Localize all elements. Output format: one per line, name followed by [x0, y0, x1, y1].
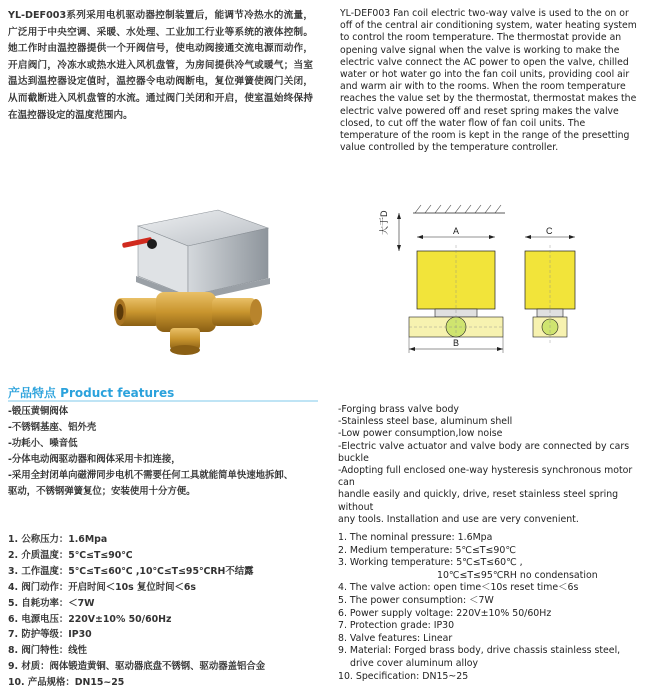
label-c: C	[546, 226, 553, 236]
list-item: 1. The nominal pressure: 1.6Mpa	[338, 532, 493, 543]
label-d: 大于D	[379, 210, 389, 235]
list-item: 3. Working temperature: 5℃≤T≤60℃ ,	[338, 557, 523, 569]
list-item: 9. Material: Forged brass body, drive chassis stainless steel,	[338, 645, 621, 657]
features-title: 产品特点 Product features	[8, 386, 175, 400]
list-item: 6. Power supply voltage: 220V±10% 50/60Hz	[338, 607, 552, 619]
list-item: -Forging brass valve body	[338, 404, 459, 415]
list-item: 1. 公称压力：1.6Mpa	[8, 534, 108, 545]
list-item: -Adopting full enclosed one-way hysteresis synchronous motor can	[338, 465, 633, 489]
list-item: 10. Specification: DN15~25	[338, 670, 469, 682]
list-item: -采用全封闭单向磁滞同步电机不需要任何工具就能简单快速地拆卸、	[8, 470, 294, 481]
intro-cn: YL-DEF003系列采用电机驱动器控制装置后，能调节冷热水的流量，广泛用于中央空调、采暖、水处理、工业加工行业等系统的液体控制。她工作时由温控器提供一个开阀信号，使电动阀接通交流电源而动作，开启阀门，冷冻水或热水进入风机盘管，为房间提供冷气或暖气；当室温达到温控器设定值时，温控器令电动阀断电，复位弹簧使阀门关闭，从而截断进入风机盘管的水流。通过阀门关闭和开启，使室温始终保持在温控器设定的温度范围内。	[8, 10, 313, 121]
features-title-underline	[8, 400, 318, 402]
list-item: -锻压黄铜阀体	[8, 406, 69, 417]
list-item: 2. 介质温度：5℃≤T≤90℃	[8, 549, 133, 561]
list-item: 6. 电源电压：220V±10% 50/60Hz	[8, 613, 172, 625]
intro-en: YL-DEF003 Fan coil electric two-way valve is used to the on or off of the central air conditioning system, water heating system to control the room temperature. The thermostat provide an opening valve signal when the valve is working to make the electric valve connect the AC power to open the valve, chilled water or hot water go into the fan coil units, providing cool air and warm air with to the rooms. When the room temperature reaches the value set by the thermostat, thermostat makes the electric valve powered off and reset spring makes the valve closed, to cut off the water flow of fan coil units. The temperature of the room is kept in the range of the presetting value controlled by the temperature controller.	[340, 8, 637, 154]
list-item: -Electric valve actuator and valve body are connected by cars buckle	[338, 440, 630, 464]
list-item: -Low power consumption,low noise	[338, 428, 503, 440]
list-item: 3. 工作温度：5℃≤T≤60℃ ,10℃≤T≤95℃RH不结露	[8, 565, 254, 577]
list-item: -分体电动阀驱动器和阀体采用卡扣连接，	[8, 454, 181, 465]
list-item: 4. 阀门动作：开启时间＜10s 复位时间＜6s	[8, 581, 196, 593]
list-item: 9. 材质：阀体锻造黄铜、驱动器底盘不锈钢、驱动器盖铝合金	[8, 661, 266, 673]
list-item: -不锈钢基座、铝外壳	[8, 422, 97, 433]
list-item: drive cover aluminum alloy	[350, 657, 479, 669]
list-item: -功耗小、噪音低	[8, 438, 78, 449]
list-item: 5. The power consumption: ＜7W	[338, 594, 494, 606]
list-item: 4. The valve action: open time＜10s reset time＜6s	[338, 582, 579, 594]
specs-en-list	[338, 532, 643, 683]
list-item: 2. Medium temperature: 5℃≤T≤90℃	[338, 544, 516, 556]
list-item: 5. 自耗功率：＜7W	[8, 597, 95, 609]
label-a: A	[453, 226, 460, 236]
list-item: 8. Valve features: Linear	[338, 632, 453, 644]
list-item: 驱动，不锈钢弹簧复位；安装使用十分方便。	[8, 486, 196, 497]
features-cn-list	[8, 404, 328, 500]
dimension-diagram	[379, 195, 635, 375]
valve-product-image	[108, 206, 288, 358]
list-item: 7. Protection grade: IP30	[338, 620, 455, 632]
list-item: -Stainless steel base, aluminum shell	[338, 416, 513, 428]
list-item: 10. 产品规格：DN15~25	[8, 677, 125, 689]
list-item: 7. 防护等级：IP30	[8, 629, 92, 641]
label-b: B	[453, 338, 460, 348]
features-en-list	[338, 404, 643, 526]
specs-cn-list	[8, 532, 333, 691]
list-item: any tools. Installation and use are very convenient.	[338, 513, 579, 525]
list-item: 8. 阀门特性：线性	[8, 645, 87, 657]
list-item: 10℃≤T≤95℃RH no condensation	[437, 569, 598, 581]
list-item: handle easily and quickly, drive, reset stainless steel spring without	[338, 489, 619, 513]
